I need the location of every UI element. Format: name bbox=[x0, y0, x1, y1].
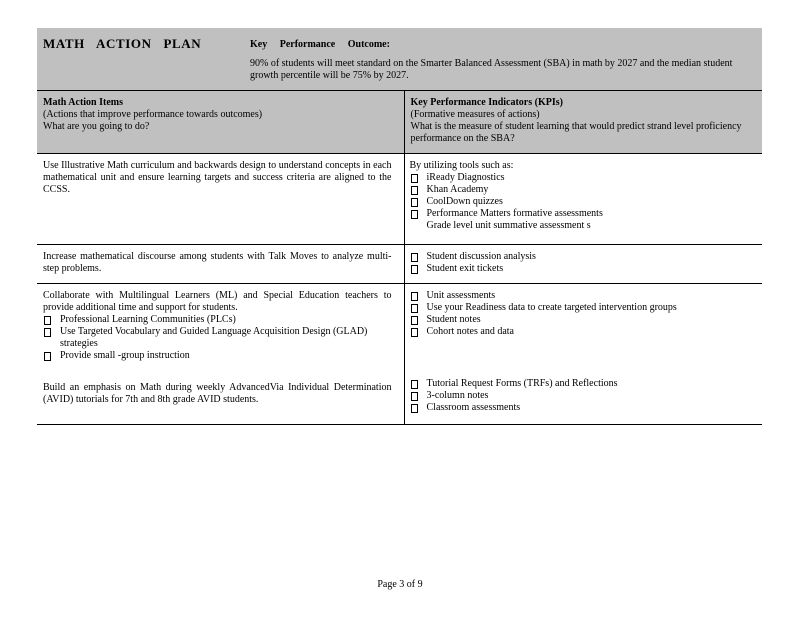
list-item: Cohort notes and data bbox=[410, 326, 757, 338]
action-items-header bbox=[37, 91, 404, 154]
list-item: Khan Academy bbox=[410, 184, 757, 196]
list-item: Tutorial Request Forms (TRFs) and Reflections bbox=[410, 378, 757, 390]
kpi-list-secondary bbox=[410, 378, 757, 414]
list-item: Use Targeted Vocabulary and Guided Language Acquisition Design (GLAD) bbox=[43, 326, 392, 338]
kpi-subtitle: (Formative measures of actions) bbox=[410, 109, 540, 120]
key-performance-outcome-text: 90% of students will meet standard on the Smarter Balanced Assessment (SBA) in math by 2027 and the median student growth percentile will be 75% by 2027. bbox=[250, 58, 733, 81]
table-row bbox=[37, 154, 762, 245]
kpi-continuation: Grade level unit summative assessment s bbox=[426, 220, 591, 231]
action-items-subtitle: (Actions that improve performance towards outcomes) bbox=[43, 109, 263, 120]
table-row bbox=[37, 284, 762, 425]
action-text: Collaborate with Multilingual Learners (ML) and Special Education teachers to provide additional time and support for students. bbox=[43, 290, 392, 313]
list-item: Use your Readiness data to create targeted intervention groups bbox=[410, 302, 757, 314]
plan-title: MATH ACTION PLAN bbox=[43, 36, 202, 51]
table-row bbox=[37, 245, 762, 284]
plan-header bbox=[37, 28, 762, 91]
kpi-question: What is the measure of student learning that would predict strand level proficiency performance on the SBA? bbox=[410, 121, 742, 144]
kpi-cell bbox=[404, 284, 762, 425]
list-item: Student notes bbox=[410, 314, 757, 326]
key-performance-outcome-label: Key Performance Outcome: bbox=[250, 39, 390, 50]
action-items-title: Math Action Items bbox=[43, 97, 123, 108]
action-cell bbox=[37, 245, 404, 284]
list-item: Classroom assessments bbox=[410, 402, 757, 414]
list-item: Student discussion analysis bbox=[410, 251, 757, 263]
page-number: Page 3 of 9 bbox=[377, 579, 423, 590]
plan-header-row bbox=[37, 28, 762, 91]
kpi-cell bbox=[404, 154, 762, 245]
action-cell bbox=[37, 284, 404, 425]
action-bullet-list bbox=[43, 350, 392, 362]
list-item: iReady Diagnostics bbox=[410, 172, 757, 184]
column-header-row bbox=[37, 91, 762, 154]
action-text-secondary: Build an emphasis on Math during weekly AdvancedVia Individual Determination (AVID) tutorials for 7th and 8th grade AVID students. bbox=[43, 382, 392, 405]
list-item: Student exit tickets bbox=[410, 263, 757, 275]
action-bullet-continuation: strategies bbox=[60, 338, 98, 349]
kpi-title: Key Performance Indicators (KPIs) bbox=[410, 97, 563, 108]
list-item: Unit assessments bbox=[410, 290, 757, 302]
kpi-intro: By utilizing tools such as: bbox=[409, 160, 514, 171]
action-cell bbox=[37, 154, 404, 245]
kpi-list bbox=[410, 251, 757, 275]
list-item: Professional Learning Communities (PLCs) bbox=[43, 314, 392, 326]
kpi-header bbox=[404, 91, 762, 154]
action-text: Increase mathematical discourse among students with Talk Moves to analyze multi-step problems. bbox=[43, 251, 392, 274]
kpi-list bbox=[410, 172, 757, 220]
action-text: Use Illustrative Math curriculum and backwards design to understand concepts in each mathematical unit and ensure learning targets and success criteria are aligned to the CCSS. bbox=[43, 160, 392, 195]
action-items-question: What are you going to do? bbox=[43, 121, 150, 132]
kpi-cell bbox=[404, 245, 762, 284]
list-item: 3-column notes bbox=[410, 390, 757, 402]
list-item: CoolDown quizzes bbox=[410, 196, 757, 208]
list-item: Performance Matters formative assessments bbox=[410, 208, 757, 220]
action-bullet-list bbox=[43, 314, 392, 338]
list-item: Provide small -group instruction bbox=[43, 350, 392, 362]
kpi-list bbox=[410, 290, 757, 338]
action-plan-table bbox=[37, 28, 762, 425]
